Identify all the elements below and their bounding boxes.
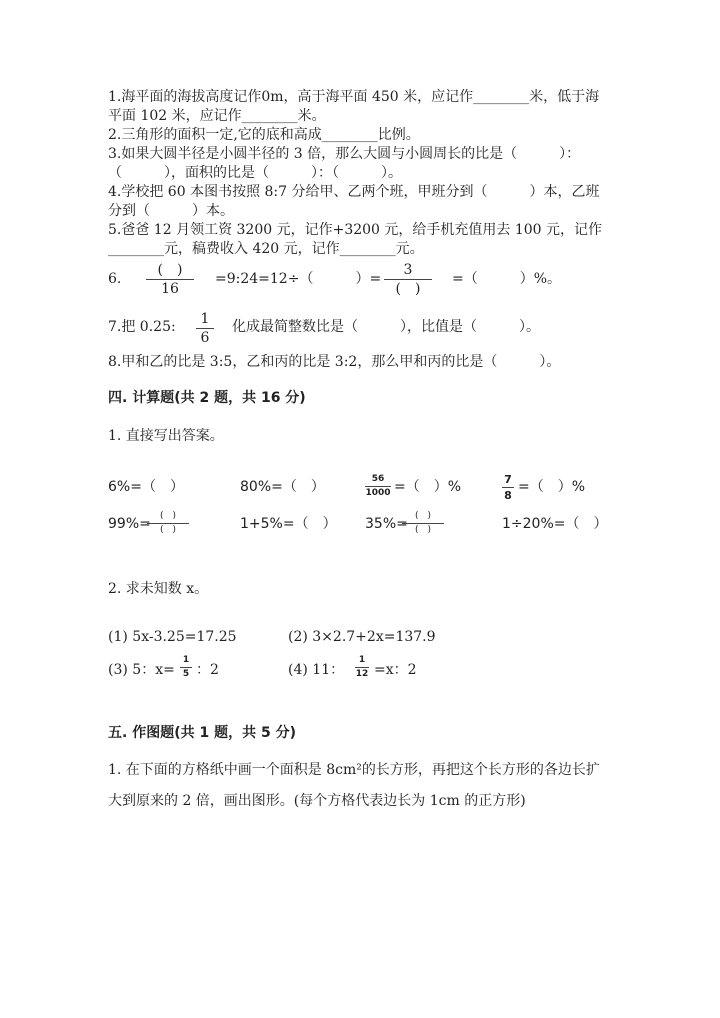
fraction-numerator: 1 [355, 656, 369, 668]
fraction-denominator: 5 [182, 669, 190, 679]
fraction-numerator: 3 [384, 263, 432, 280]
question-5-line-2: ________元，稿费收入 420 元，记作________元。 [108, 241, 424, 257]
calc-1-div-20-percent: 1÷20%=（ ） [502, 516, 608, 532]
section-5-question-1-line-1: 1. 在下面的方格纸中画一个面积是 8cm²的长方形，再把这个长方形的各边长扩 [108, 762, 600, 778]
question-2: 2.三角形的面积一定,它的底和高成________比例。 [108, 127, 420, 143]
calc-99-percent-fraction [147, 512, 189, 535]
fraction-denominator: ( ) [414, 525, 432, 535]
equation-4-prefix: (4) 11： [288, 662, 345, 678]
question-7-prefix: 7.把 0.25: [108, 319, 176, 335]
fraction-numerator: 1 [180, 656, 192, 668]
calc-fraction-7-8-result: =（ ）% [518, 479, 586, 495]
section-5-title: 五. 作图题(共 1 题，共 5 分) [108, 725, 296, 741]
question-6-fraction-1 [146, 263, 194, 296]
question-8: 8.甲和乙的比是 3:5，乙和丙的比是 3:2，那么甲和丙的比是（ ）。 [108, 354, 561, 370]
question-6-fraction-2 [384, 263, 432, 296]
fraction-denominator: 12 [355, 669, 369, 679]
calc-fraction-7-8 [502, 474, 514, 501]
equation-3-prefix: (3) 5：x= [108, 662, 175, 678]
question-4-line-1: 4.学校把 60 本图书按照 8:7 分给甲、乙两个班，甲班分到（ ）本，乙班 [108, 184, 600, 200]
equation-1: (1) 5x-3.25=17.25 [108, 629, 237, 645]
question-6-label: 6. [108, 271, 122, 287]
question-5-line-1: 5.爸爸 12 月领工资 3200 元，记作+3200 元，给手机充值用去 100 元，记作 [108, 222, 603, 238]
question-6-middle: =9:24=12÷（ ）= [215, 271, 382, 287]
equation-3-fraction [180, 656, 192, 679]
section-4-question-2-title: 2. 求未知数 x。 [108, 581, 209, 597]
calc-35-percent-prefix: 35%= [365, 516, 408, 532]
section-5-question-1-line-2: 大到原来的 2 倍，画出图形。(每个方格代表边长为 1cm 的正方形) [108, 793, 526, 809]
fraction-numerator: 56 [365, 475, 391, 487]
fraction-numerator: ( ) [146, 263, 194, 280]
question-3-line-2: （ ），面积的比是（ ）：（ ）。 [108, 165, 402, 181]
equation-2: (2) 3×2.7+2x=137.9 [288, 629, 436, 645]
calc-99-percent-prefix: 99%= [108, 516, 151, 532]
fraction-denominator: 8 [504, 489, 512, 502]
fraction-numerator: 7 [502, 474, 514, 488]
fraction-denominator: 6 [200, 330, 210, 346]
calc-6-percent: 6%=（ ） [108, 479, 184, 495]
fraction-denominator: 16 [161, 281, 179, 297]
calc-fraction-56-1000 [365, 475, 391, 498]
section-4-question-1-title: 1. 直接写出答案。 [108, 428, 224, 444]
calc-35-percent-fraction [402, 512, 444, 535]
calc-1-plus-5-percent: 1+5%=（ ） [240, 516, 337, 532]
section-4-title: 四. 计算题(共 2 题，共 16 分) [108, 390, 306, 406]
question-1-line-1: 1.海平面的海拔高度记作0m，高于海平面 450 米，应记作________米，低于海 [108, 89, 600, 105]
fraction-denominator: ( ) [395, 281, 421, 297]
equation-3-suffix: ：2 [196, 662, 219, 678]
question-6-end: =（ ）%。 [452, 271, 562, 287]
question-1-line-2: 平面 102 米，应记作________米。 [108, 108, 326, 124]
equation-4-suffix: =x：2 [374, 662, 417, 678]
question-7-fraction [196, 312, 214, 345]
question-7-suffix: 化成最简整数比是（ ），比值是（ ）。 [232, 319, 540, 335]
fraction-denominator: 1000 [365, 488, 391, 498]
fraction-numerator: 1 [196, 312, 214, 329]
fraction-denominator: ( ) [159, 525, 177, 535]
fraction-numerator: ( ) [147, 512, 189, 524]
question-4-line-2: 分到（ ）本。 [108, 203, 234, 219]
calc-80-percent: 80%=（ ） [240, 479, 325, 495]
question-3-line-1: 3.如果大圆半径是小圆半径的 3 倍，那么大圆与小圆周长的比是（ ）： [108, 146, 581, 162]
fraction-numerator: ( ) [402, 512, 444, 524]
equation-4-fraction [355, 656, 369, 679]
calc-fraction-56-1000-result: =（ ）% [394, 479, 462, 495]
